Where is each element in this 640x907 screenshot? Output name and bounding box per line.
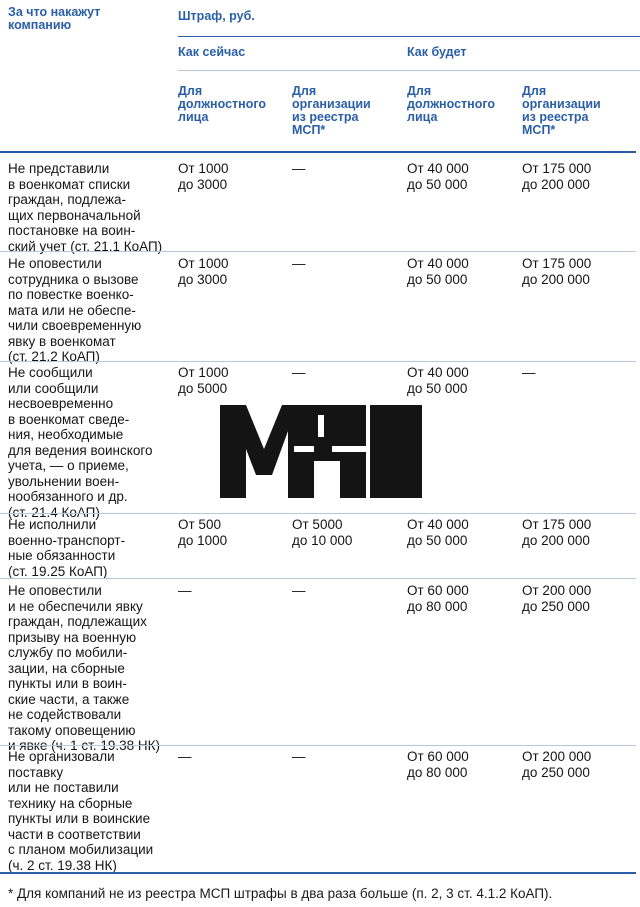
- row-future-official: От 40 000 до 50 000: [407, 517, 469, 548]
- row-future-sme: От 200 000 до 250 000: [522, 583, 592, 614]
- row-divider: [0, 361, 636, 362]
- header-future-sme: Для организации из реестра МСП*: [522, 84, 601, 137]
- row-now-official: От 1000 до 3000: [178, 256, 229, 287]
- row-now-official: —: [178, 583, 192, 598]
- row-divider: [0, 745, 636, 746]
- row-divider: [0, 251, 636, 252]
- row-description: Не сообщили или сообщили несвоевременно в военкомат сведе- ния, необходимые для ведения воинского учета, — о приеме, увольнении воен- нообязанного и др. (ст. 21.4 КоАП): [8, 365, 153, 520]
- row-description: Не представили в военкомат списки граждан, подлежа- щих первоначальной постановке на воин- ский учет (ст. 21.1 КоАП): [8, 161, 163, 254]
- header-violation: За что накажут компанию: [8, 5, 101, 32]
- row-now-official: От 1000 до 3000: [178, 161, 229, 192]
- header-bottom-rule: [0, 151, 636, 153]
- row-divider: [0, 578, 636, 579]
- row-description: Не оповестили сотрудника о вызове по повестке военко- мата или не обеспе- чили своевременную явку в военкомат (ст. 21.2 КоАП): [8, 256, 142, 364]
- row-now-sme: —: [292, 583, 306, 598]
- row-future-official: От 60 000 до 80 000: [407, 583, 469, 614]
- row-future-official: От 60 000 до 80 000: [407, 749, 469, 780]
- header-now-official: Для должностного лица: [178, 84, 267, 124]
- row-future-sme: От 200 000 до 250 000: [522, 749, 592, 780]
- table-bottom-rule: [0, 872, 636, 874]
- header-now-sme: Для организации из реестра МСП*: [292, 84, 371, 137]
- row-now-sme: —: [292, 161, 306, 176]
- row-future-sme: От 175 000 до 200 000: [522, 256, 592, 287]
- footnote: * Для компаний не из реестра МСП штрафы в два раза больше (п. 2, 3 ст. 4.1.2 КоАП).: [8, 886, 553, 901]
- row-description: Не исполнили военно-транспорт- ные обязанности (ст. 19.25 КоАП): [8, 517, 126, 579]
- row-now-sme: —: [292, 749, 306, 764]
- row-divider: [0, 513, 636, 514]
- row-future-official: От 40 000 до 50 000: [407, 365, 469, 396]
- row-now-sme: —: [292, 256, 306, 271]
- row-future-official: От 40 000 до 50 000: [407, 161, 469, 192]
- mn-logo-icon: [220, 405, 422, 498]
- header-rule: [178, 70, 640, 71]
- header-now: Как сейчас: [178, 45, 246, 59]
- header-rule: [178, 36, 640, 37]
- row-now-sme: От 5000 до 10 000: [292, 517, 353, 548]
- row-now-official: От 500 до 1000: [178, 517, 228, 548]
- header-fine: Штраф, руб.: [178, 9, 255, 23]
- row-future-sme: От 175 000 до 200 000: [522, 161, 592, 192]
- row-future-sme: —: [522, 365, 536, 380]
- row-description: Не оповестили и не обеспечили явку граждан, подлежащих призыву на военную службу по мобили- зации, на сборные пункты или в воин- ские части, а также не содействовали такому оповещению и явке (ч. 1 ст. 19.38 НК): [8, 583, 160, 753]
- row-future-official: От 40 000 до 50 000: [407, 256, 469, 287]
- row-now-sme: —: [292, 365, 306, 380]
- header-future: Как будет: [407, 45, 467, 59]
- row-now-official: От 1000 до 5000: [178, 365, 229, 396]
- header-future-official: Для должностного лица: [407, 84, 496, 124]
- row-future-sme: От 175 000 до 200 000: [522, 517, 592, 548]
- row-now-official: —: [178, 749, 192, 764]
- row-description: Не организовали поставку или не поставили технику на сборные пункты или в воинские части в соответствии с планом мобилизации (ч. 2 ст. 19.38 НК): [8, 749, 154, 873]
